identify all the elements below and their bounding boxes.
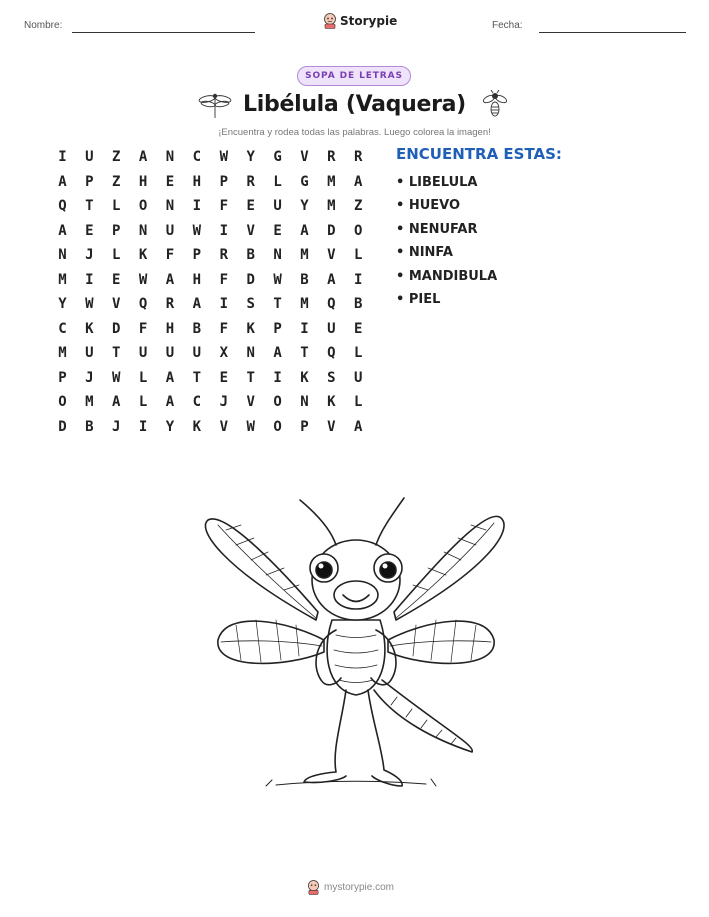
grid-letter[interactable]: X [219,345,228,361]
page-title: Libélula (Vaquera) [243,92,466,117]
grid-letter[interactable]: W [138,271,148,288]
grid-letter[interactable]: W [85,296,94,312]
grid-letter[interactable]: Q [327,296,336,312]
grid-letter[interactable]: C [58,320,67,337]
grid-letter[interactable]: S [246,296,255,312]
grid-letter[interactable]: O [138,198,148,214]
name-label: Nombre: [24,20,63,31]
letter-grid [49,149,372,443]
grid-letter[interactable]: K [246,320,255,337]
grid-letter[interactable]: W [192,222,202,239]
grid-letter[interactable]: A [165,394,175,410]
grid-letter[interactable]: E [165,173,175,190]
grid-letter[interactable]: Q [138,296,148,312]
grid-letter[interactable]: A [354,418,363,435]
grid-letter[interactable]: M [58,345,67,361]
grid-letter[interactable]: I [192,198,202,214]
grid-letter[interactable]: R [219,247,228,263]
grid-letter[interactable]: P [58,369,67,386]
grid-letter[interactable]: B [300,271,309,288]
word-list [396,145,562,311]
grid-letter[interactable]: R [246,173,255,190]
grid-letter[interactable]: R [165,296,175,312]
grid-letter[interactable]: C [192,394,202,410]
grid-letter[interactable]: A [165,271,175,288]
grid-letter[interactable]: P [85,173,94,190]
grid-letter[interactable]: I [219,222,228,239]
grid-letter[interactable]: F [165,247,175,263]
grid-letter[interactable]: U [85,149,94,165]
grid-letter[interactable]: P [112,222,121,239]
grid-row [49,321,372,346]
word-item: • HUEVO [396,198,461,214]
grid-letter[interactable]: E [85,222,94,239]
grid-letter[interactable]: E [219,369,228,386]
grid-letter[interactable]: G [273,149,282,165]
grid-letter[interactable]: F [219,271,228,288]
grid-letter[interactable]: I [138,418,148,435]
grid-letter[interactable]: Y [165,418,175,435]
grid-letter[interactable]: O [273,418,282,435]
grid-letter[interactable]: A [58,173,67,190]
grid-letter[interactable]: N [138,222,148,239]
grid-letter[interactable]: J [85,369,94,386]
date-line[interactable] [539,32,686,33]
grid-letter[interactable]: A [354,173,363,190]
grid-letter[interactable]: I [354,271,363,288]
grid-letter[interactable]: I [85,271,94,288]
word-item: • PIEL [396,291,441,307]
grid-letter[interactable]: P [300,418,309,435]
grid-letter[interactable]: T [85,198,94,214]
grid-letter[interactable]: N [246,345,255,361]
grid-letter[interactable]: T [112,345,121,361]
grid-letter[interactable]: B [192,320,202,337]
grid-row [49,198,372,223]
grid-letter[interactable]: L [112,247,121,263]
grid-row [49,223,372,248]
grid-letter[interactable]: L [138,394,148,410]
grid-letter[interactable]: N [300,394,309,410]
dragonfly-illustration [196,490,516,805]
grid-letter[interactable]: U [273,198,282,214]
grid-letter[interactable]: B [354,296,363,312]
footer [307,880,394,895]
grid-letter[interactable]: E [112,271,121,288]
grid-letter[interactable]: O [273,394,282,410]
storypie-logo-icon [307,880,320,895]
grid-row [49,174,372,199]
grid-letter[interactable]: L [273,173,282,190]
grid-letter[interactable]: Z [112,149,121,165]
grid-letter[interactable]: V [327,418,336,435]
grid-letter[interactable]: A [273,345,282,361]
grid-letter[interactable]: T [273,296,282,312]
grid-letter[interactable]: V [246,394,255,410]
brand [323,13,397,29]
grid-row [49,247,372,272]
storypie-logo-icon [323,13,337,29]
grid-letter[interactable]: P [192,247,202,263]
grid-letter[interactable]: V [300,149,309,165]
grid-row [49,394,372,419]
grid-letter[interactable]: K [192,418,202,435]
grid-letter[interactable]: Q [327,345,336,361]
grid-letter[interactable]: K [300,369,309,386]
grid-letter[interactable]: W [246,418,255,435]
grid-letter[interactable]: F [219,198,228,214]
grid-letter[interactable]: M [327,198,336,214]
grid-row [49,272,372,297]
grid-letter[interactable]: V [219,418,228,435]
grid-letter[interactable]: T [300,345,309,361]
grid-letter[interactable]: M [300,296,309,312]
grid-letter[interactable]: U [165,345,175,361]
grid-letter[interactable]: F [219,320,228,337]
category-badge: SOPA DE LETRAS [297,66,411,86]
grid-letter[interactable]: W [219,149,228,165]
grid-row [49,370,372,395]
grid-letter[interactable]: O [354,222,363,239]
grid-letter[interactable]: W [112,369,121,386]
grid-letter[interactable]: A [138,149,148,165]
grid-letter[interactable]: B [246,247,255,263]
bee-icon [482,90,508,120]
grid-letter[interactable]: F [138,320,148,337]
grid-letter[interactable]: I [219,296,228,312]
word-item: • MANDIBULA [396,268,498,284]
grid-letter[interactable]: I [58,149,67,165]
grid-row [49,296,372,321]
grid-letter[interactable]: K [85,320,94,337]
grid-letter[interactable]: A [58,222,67,239]
grid-letter[interactable]: L [354,394,363,410]
grid-letter[interactable]: N [165,149,175,165]
grid-letter[interactable]: V [327,247,336,263]
grid-letter[interactable]: Z [112,173,121,190]
grid-letter[interactable]: M [85,394,94,410]
grid-letter[interactable]: P [273,320,282,337]
grid-letter[interactable]: T [246,369,255,386]
word-item: • NENUFAR [396,221,478,237]
grid-letter[interactable]: I [273,369,282,386]
grid-letter[interactable]: A [192,296,202,312]
brand-name: Storypie [340,14,398,28]
word-list-title: ENCUENTRA ESTAS: [396,145,562,163]
footer-link[interactable]: mystorypie.com [324,882,395,893]
grid-letter[interactable]: D [112,320,121,337]
name-line[interactable] [72,32,255,33]
grid-letter[interactable]: D [327,222,336,239]
grid-letter[interactable]: L [354,345,363,361]
grid-letter[interactable]: Q [58,198,67,214]
grid-letter[interactable]: V [246,222,255,239]
grid-row [49,345,372,370]
grid-letter[interactable]: A [165,369,175,386]
grid-letter[interactable]: G [300,173,309,190]
grid-row [49,149,372,174]
grid-letter[interactable]: U [354,369,363,386]
word-item: • LIBELULA [396,175,478,190]
grid-letter[interactable]: A [300,222,309,239]
grid-letter[interactable]: O [58,394,67,410]
grid-letter[interactable]: A [112,394,121,410]
instructions: ¡Encuentra y rodea todas las palabras. Luego colorea la imagen! [218,127,491,138]
grid-letter[interactable]: U [85,345,94,361]
grid-letter[interactable]: E [273,222,282,239]
grid-letter[interactable]: W [273,271,282,288]
grid-letter[interactable]: P [219,173,228,190]
grid-letter[interactable]: L [354,247,363,263]
grid-letter[interactable]: I [300,320,309,337]
grid-letter[interactable]: R [354,149,363,165]
grid-letter[interactable]: U [327,320,336,337]
grid-letter[interactable]: H [192,271,202,288]
grid-letter[interactable]: D [246,271,255,288]
grid-letter[interactable]: E [354,320,363,337]
grid-letter[interactable]: U [192,345,202,361]
grid-letter[interactable]: Y [246,149,255,165]
grid-letter[interactable]: M [58,271,67,288]
grid-letter[interactable]: Y [58,296,67,312]
grid-letter[interactable]: Z [354,198,363,214]
grid-letter[interactable]: H [192,173,202,190]
word-item: • NINFA [396,245,453,261]
date-label: Fecha: [492,20,523,31]
grid-letter[interactable]: J [219,394,228,410]
grid-letter[interactable]: E [246,198,255,214]
grid-letter[interactable]: D [58,418,67,435]
grid-letter[interactable]: J [112,418,121,435]
grid-letter[interactable]: M [327,173,336,190]
grid-letter[interactable]: B [85,418,94,435]
grid-letter[interactable]: M [300,247,309,263]
grid-letter[interactable]: S [327,369,336,386]
grid-letter[interactable]: K [327,394,336,410]
grid-letter[interactable]: K [138,247,148,263]
grid-letter[interactable]: L [138,369,148,386]
grid-letter[interactable]: Y [300,198,309,214]
grid-letter[interactable]: A [327,271,336,288]
grid-row [49,419,372,444]
grid-letter[interactable]: J [85,247,94,263]
grid-letter[interactable]: T [192,369,202,386]
grid-letter[interactable]: N [58,247,67,263]
grid-letter[interactable]: C [192,149,202,165]
grid-letter[interactable]: V [112,296,121,312]
grid-letter[interactable]: N [273,247,282,263]
grid-letter[interactable]: L [112,198,121,214]
grid-letter[interactable]: R [327,149,336,165]
grid-letter[interactable]: U [138,345,148,361]
grid-letter[interactable]: H [138,173,148,190]
grid-letter[interactable]: N [165,198,175,214]
grid-letter[interactable]: H [165,320,175,337]
grid-letter[interactable]: U [165,222,175,239]
